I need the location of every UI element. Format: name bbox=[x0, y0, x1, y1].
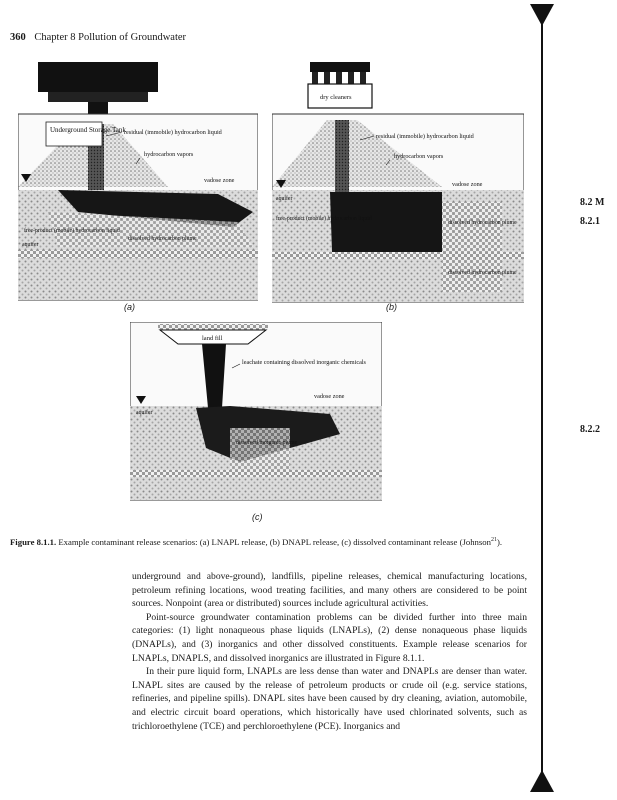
residual-label-b: residual (immobile) hydrocarbon liquid bbox=[376, 133, 474, 140]
aquifer-label-b: aquifer bbox=[276, 196, 293, 202]
free-product-label-b: free-product (mobile) hydrocarbon liquid bbox=[276, 216, 372, 222]
residual-label-a: residual (immobile) hydrocarbon liquid bbox=[124, 129, 222, 136]
margin-heading-3: 8.2.2 bbox=[580, 424, 600, 435]
margin-arrow-bottom bbox=[530, 770, 554, 792]
figure-caption-end: ). bbox=[496, 536, 503, 547]
figure-panel-c bbox=[130, 322, 382, 504]
figure-panel-b bbox=[272, 62, 524, 312]
figure-panel-a bbox=[18, 62, 258, 312]
plume-label-c: dissolved inorganic plume bbox=[236, 440, 298, 446]
page-number: 360 bbox=[10, 32, 26, 43]
storage-tank-label: Underground Storage Tank bbox=[50, 126, 126, 134]
dry-cleaners-sign: dry cleaners bbox=[320, 94, 352, 101]
margin-rule bbox=[541, 8, 543, 786]
paragraph-1: underground and above-ground), landfills, pipeline releases, chemical manufacturing locations, petroleum refining locations, wood treating facilities, and many others are considered to be point sources. Nonpoint (area or distributed) sources include agricultural activities. bbox=[132, 571, 527, 610]
panel-c-label: (c) bbox=[252, 512, 263, 522]
free-product-label-a: free-product (mobile) hydrocarbon liquid bbox=[24, 228, 120, 234]
landfill-label: land fill bbox=[202, 335, 223, 342]
aquifer-label-c: aquifer bbox=[136, 410, 153, 416]
running-title: Chapter 8 Pollution of Groundwater bbox=[34, 32, 187, 43]
vadose-label-a: vadose zone bbox=[204, 177, 235, 184]
vapors-label-a: hydrocarbon vapors bbox=[144, 151, 194, 158]
figure-caption-ref: 21 bbox=[490, 537, 497, 543]
plume-upper-label-b: dissolved hydrocarbon plume bbox=[448, 220, 517, 226]
panel-a-label: (a) bbox=[124, 302, 135, 312]
plume-lower-label-b: dissolved hydrocarbon plume bbox=[448, 270, 517, 276]
leachate-label: leachate containing dissolved inorganic chemicals bbox=[242, 359, 366, 366]
plume-label-a: dissolved hydrocarbon plume bbox=[128, 236, 197, 242]
margin-heading-1: 8.2 M bbox=[580, 197, 605, 208]
figure-caption bbox=[10, 534, 540, 548]
paragraph-3: In their pure liquid form, LNAPLs are less dense than water and DNAPLs are denser than water. LNAPL sites are caused by the release of petroleum products or crude oil (e.g. service stations, refineries, and pipeline spills). DNAPL sites have been caused by dry cleaning, aviation, automobile, and electric circuit board operations, which historically have used chlorinated solvents, such as trichloroethylene (TCE) and perchloroethylene (PCE). Inorganics and bbox=[132, 666, 527, 732]
paragraph-2: Point-source groundwater contamination problems can be divided further into three main categories: (1) light nonaqueous phase liquids (LNAPLs), (2) dense nonaqueous phase liquids (DNAPLs), and (3) inorganics and other dissolved constituents. Example release scenarios for LNAPLs, DNAPLS, and dissolved inorganics are illustrated in Figure 8.1.1. bbox=[132, 611, 527, 664]
margin-heading-2: 8.2.1 bbox=[580, 216, 600, 227]
body-text bbox=[132, 570, 527, 733]
vapors-label-b: hydrocarbon vapors bbox=[394, 153, 444, 160]
vadose-label-c: vadose zone bbox=[314, 393, 345, 400]
panel-b-label: (b) bbox=[386, 302, 397, 312]
figure-caption-text: Example contaminant release scenarios: (a) LNAPL release, (b) DNAPL release, (c) dissolved contaminant release (Johnson bbox=[58, 536, 491, 547]
running-head bbox=[10, 32, 186, 43]
vadose-label-b: vadose zone bbox=[452, 181, 483, 188]
figure-caption-label: Figure 8.1.1. bbox=[10, 536, 57, 547]
aquifer-label-a: aquifer bbox=[22, 242, 39, 248]
